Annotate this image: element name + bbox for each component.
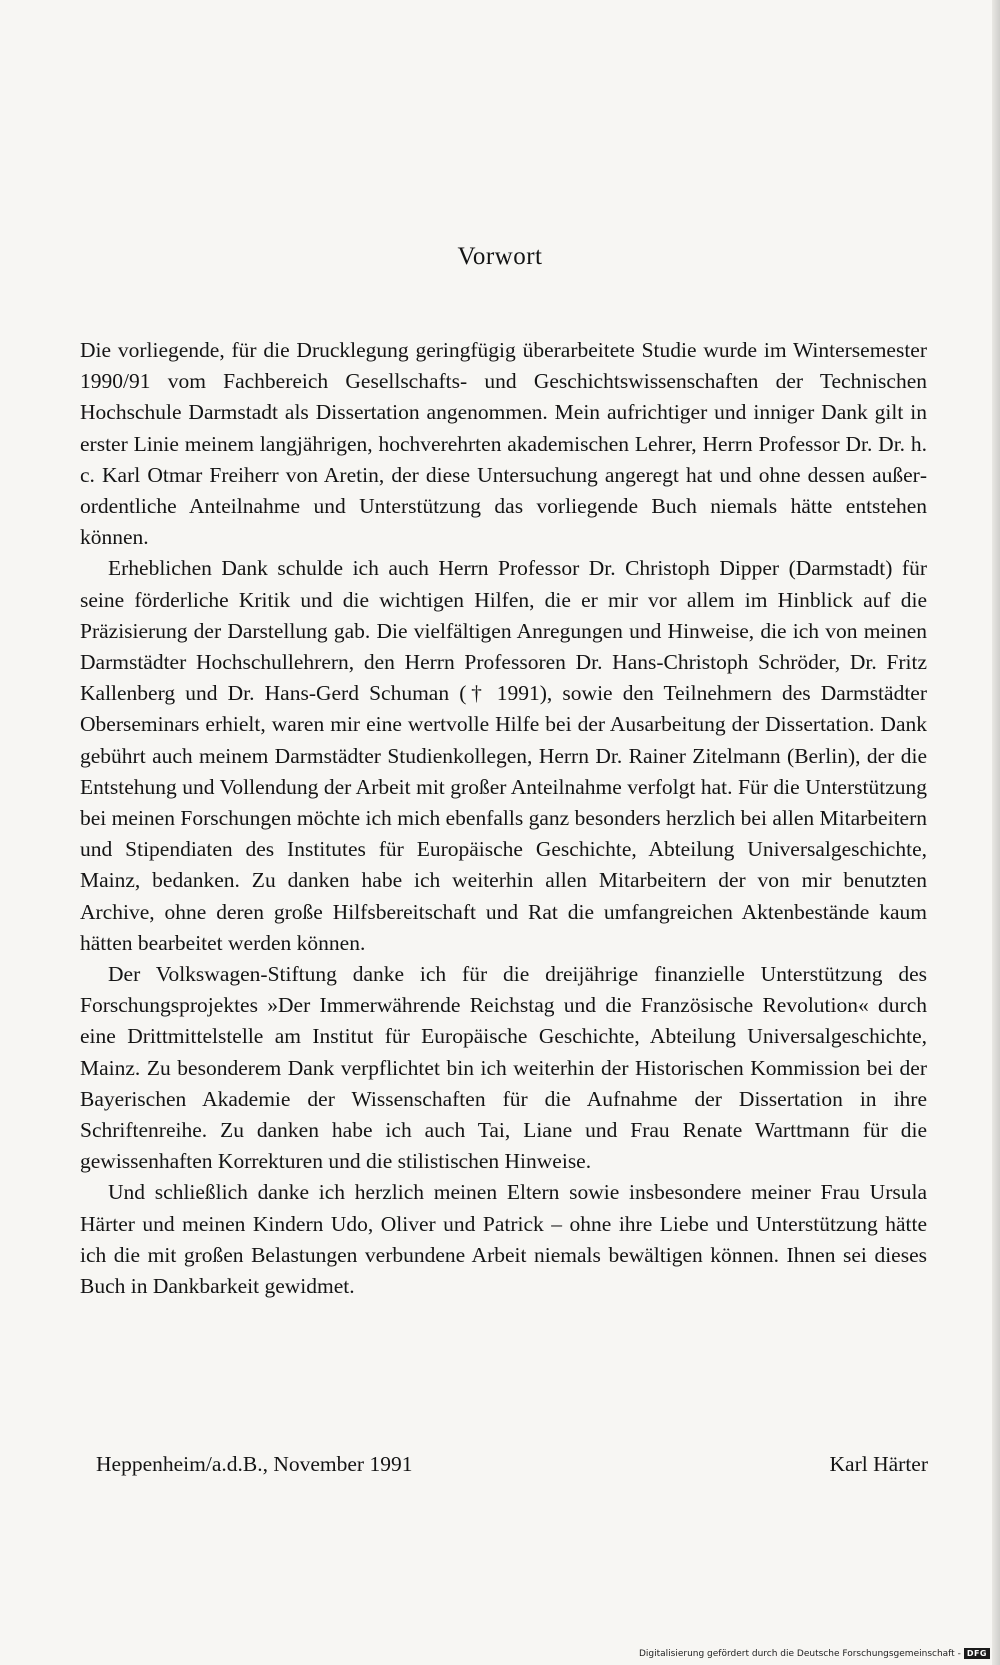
paragraph-4: Und schließlich danke ich herzlich meinen Eltern sowie insbesondere meiner Frau Ursula Härter und meinen Kindern Udo, Oliver und Patrick – ohne ihre Liebe und Unterstützung hätte ich die mit großen Belastungen verbundene Arbeit niemals bewältigen können. Ihnen sei dieses Buch in Dankbarkeit gewidmet. bbox=[80, 1180, 927, 1299]
preface-body bbox=[80, 335, 927, 1302]
paragraph-1: Die vorliegende, für die Drucklegung geringfügig überarbeitete Studie wurde im Wintersemester 1990/91 vom Fachbereich Gesellschafts- und Geschichtswissenschaften der Technischen Hochschule Darmstadt als Dissertation angenommen. Mein aufrichtiger und inniger Dank gilt in erster Linie meinem langjährigen, hochverehrten akademischen Lehrer, Herrn Professor Dr. Dr. h. c. Karl Otmar Freiherr von Aretin, der diese Untersuchung angeregt hat und ohne dessen außerordentliche Anteilnahme und Unterstützung das vorliegende Buch niemals hätte entstehen können. bbox=[80, 338, 927, 550]
place-date: Heppenheim/a.d.B., November 1991 bbox=[96, 1452, 413, 1476]
author-name: Karl Härter bbox=[829, 1452, 928, 1476]
footer-text: Digitalisierung gefördert durch die Deutsche Forschungsgemeinschaft - bbox=[638, 1648, 961, 1659]
signature-row bbox=[96, 1452, 928, 1477]
paragraph-3: Der Volkswagen-Stiftung danke ich für die dreijährige finanzielle Unterstützung des Forschungsprojektes »Der Immerwährende Reichstag und die Französische Revolution« durch eine Drittmittelstelle am Institut für Europäische Geschichte, Abteilung Universalgeschichte, Mainz. Zu besonderem Dank verpflichtet bin ich weiterhin der Historischen Kommission bei der Bayerischen Akademie der Wissenschaften für die Aufnahme der Dissertation in ihre Schriftenreihe. Zu danken habe ich auch Tai, Liane und Frau Renate Warttmann für die gewissenhaften Korrekturen und die stilistischen Hinweise. bbox=[80, 962, 927, 1174]
page-title: Vorwort bbox=[457, 243, 543, 270]
digitization-footer bbox=[639, 1648, 990, 1659]
paragraph-2: Erheblichen Dank schulde ich auch Herrn Professor Dr. Christoph Dipper (Darmstadt) für seine förderliche Kritik und die wichtigen Hilfen, die er mir vor allem im Hinblick auf die Präzisierung der Darstellung gab. Die vielfältigen Anregungen und Hinweise, die ich von meinen Darmstädter Hochschullehrern, den Herrn Professoren Dr. Hans-Christoph Schröder, Dr. Fritz Kallenberg und Dr. Hans-Gerd Schuman († 1991), sowie den Teilnehmern des Darmstädter Oberseminars erhielt, waren mir eine wertvolle Hilfe bei der Ausarbeitung der Dissertation. Dank gebührt auch meinem Darmstädter Studienkollegen, Herrn Dr. Rainer Zitelmann (Berlin), der die Entstehung und Vollendung der Arbeit mit großer Anteilnahme verfolgt hat. Für die Unterstützung bei meinen Forschungen möchte ich mich ebenfalls ganz besonders herzlich bei allen Mitarbeitern und Stipendiaten des Institutes für Europäische Geschichte, Abteilung Universalgeschichte, Mainz, bedanken. Zu danken habe ich weiterhin allen Mitarbeitern der von mir benutzten Archive, ohne deren große Hilfsbereitschaft und Rat die umfangreichen Aktenbestände kaum hätten bearbeitet werden können. bbox=[80, 556, 927, 955]
dfg-logo: DFG bbox=[964, 1648, 990, 1659]
